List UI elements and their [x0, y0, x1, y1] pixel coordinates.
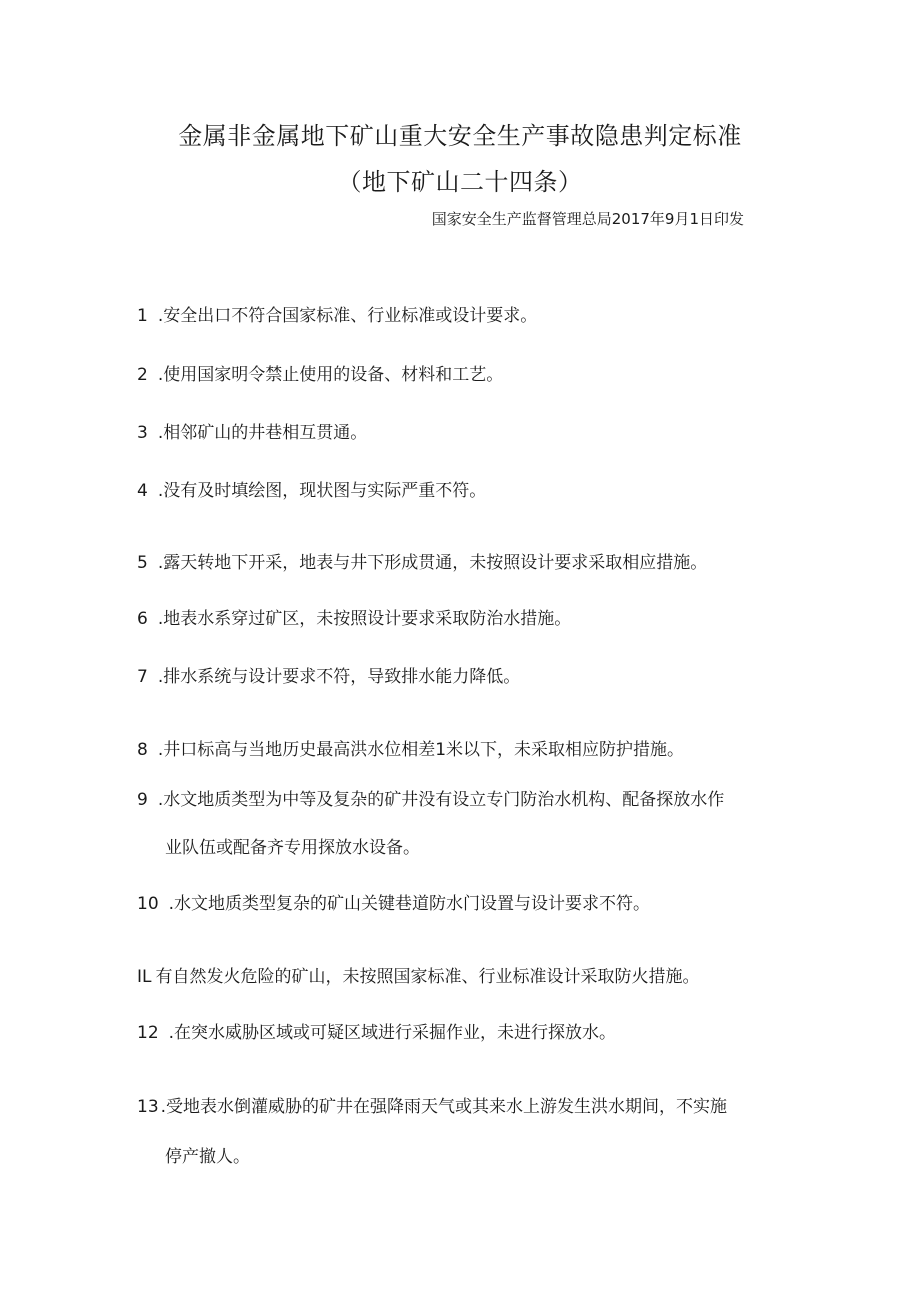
- list-item-6: [137, 604, 571, 629]
- item-number: 6: [137, 609, 148, 629]
- list-item-7: [137, 662, 520, 687]
- item-text: .地表水系穿过矿区，未按照设计要求采取防治水措施。: [157, 609, 572, 629]
- item-number: 5: [137, 553, 148, 573]
- list-item-8: [137, 735, 684, 760]
- list-item-9: [137, 785, 724, 810]
- item-text: .排水系统与设计要求不符，导致排水能力降低。: [157, 667, 521, 687]
- item-number: 4: [137, 481, 148, 501]
- item-text: .露天转地下开采，地表与井下形成贯通，未按照设计要求采取相应措施。: [157, 553, 708, 573]
- item-text: .水文地质类型复杂的矿山关键巷道防水门设置与设计要求不符。: [168, 894, 651, 914]
- item-text: .使用国家明令禁止使用的设备、材料和工艺。: [157, 365, 504, 385]
- list-item-1: [137, 301, 537, 326]
- list-item-3: [137, 418, 367, 443]
- list-item-2: [137, 360, 503, 385]
- item-text: .安全出口不符合国家标准、行业标准或设计要求。: [157, 306, 538, 326]
- list-item-10: [137, 889, 650, 914]
- item-text: .没有及时填绘图，现状图与实际严重不符。: [157, 481, 487, 501]
- item-number: 13: [137, 1097, 159, 1117]
- item-number: 12: [137, 1023, 159, 1043]
- item-number: 3: [137, 423, 148, 443]
- item-number: 1: [137, 306, 148, 326]
- item-number: 2: [137, 365, 148, 385]
- item-number: 9: [137, 790, 148, 810]
- list-item-4: [137, 476, 486, 501]
- item-text: .水文地质类型为中等及复杂的矿井没有设立专门防治水机构、配备探放水作: [157, 790, 725, 810]
- item-number: IL: [137, 967, 152, 987]
- item-number: 7: [137, 667, 148, 687]
- item-number: 8: [137, 740, 148, 760]
- list-item-13: [137, 1092, 727, 1117]
- list-item-5: [137, 548, 707, 573]
- document-title: 金属非金属地下矿山重大安全生产事故隐患判定标准: [178, 122, 742, 150]
- item-text: .在突水威胁区域或可疑区域进行采掘作业，未进行探放水。: [168, 1023, 617, 1043]
- item-text: .相邻矿山的井巷相互贯通。: [157, 423, 368, 443]
- item-text: .受地表水倒灌威胁的矿井在强降雨天气或其来水上游发生洪水期间，不实施: [160, 1097, 728, 1117]
- list-item-13-continuation: 停产撤人。: [165, 1147, 250, 1167]
- issuer-line: 国家安全生产监督管理总局2017年9月1日印发: [431, 210, 744, 228]
- list-item-9-continuation: 业队伍或配备齐专用探放水设备。: [165, 838, 420, 858]
- document-subtitle: （地下矿山二十四条）: [337, 168, 583, 196]
- item-text: 有自然发火危险的矿山，未按照国家标准、行业标准设计采取防火措施。: [155, 967, 700, 987]
- item-text: .井口标高与当地历史最高洪水位相差1米以下，未采取相应防护措施。: [157, 740, 685, 760]
- list-item-11: [137, 962, 700, 987]
- item-number: 10: [137, 894, 159, 914]
- list-item-12: [137, 1018, 616, 1043]
